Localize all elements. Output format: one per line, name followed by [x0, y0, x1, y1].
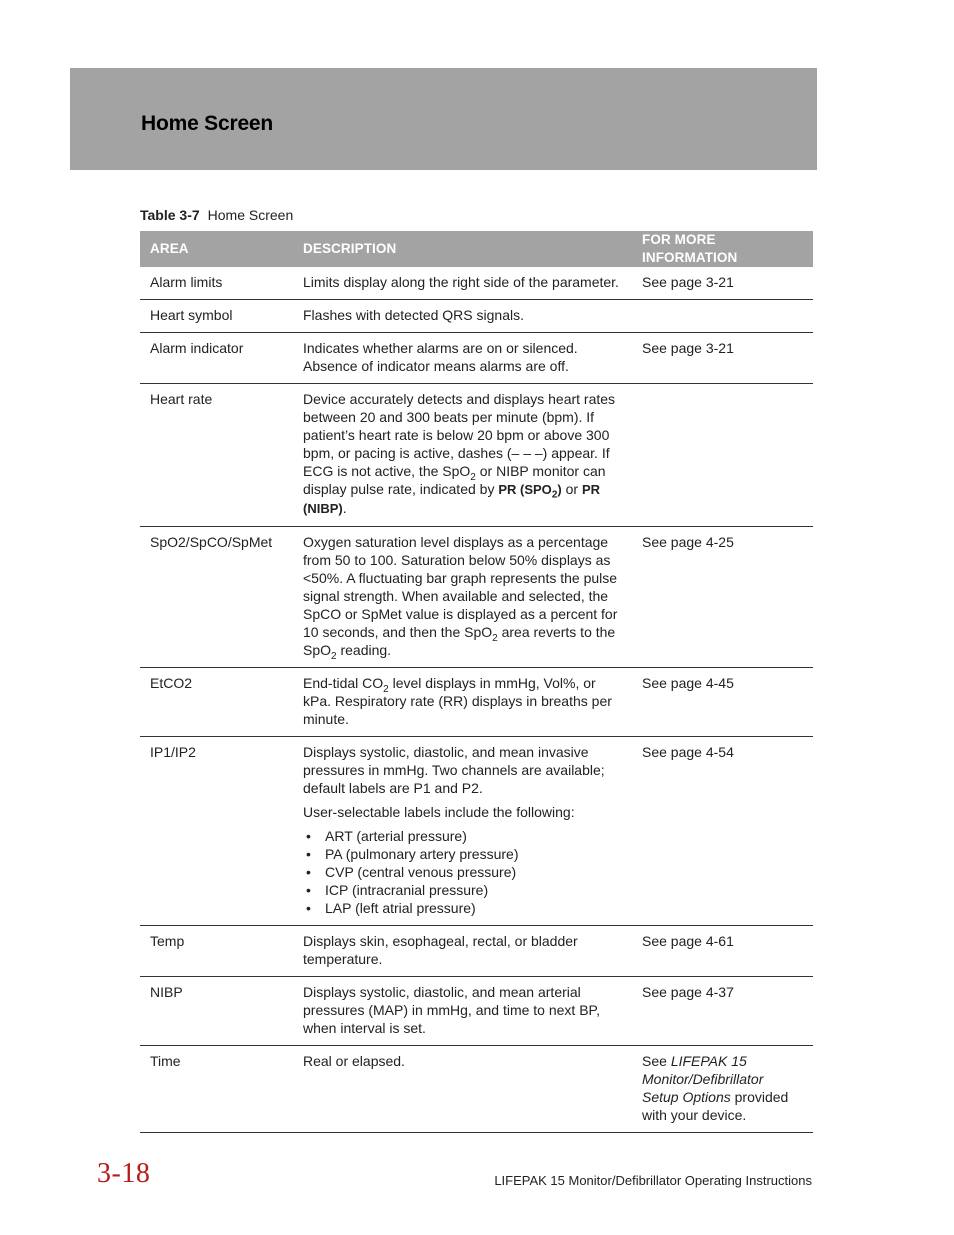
cell-area: EtCO2 — [140, 668, 293, 737]
cell-area: Alarm indicator — [140, 333, 293, 384]
section-header-band — [70, 68, 817, 170]
bold-text: PR (SPO — [498, 482, 552, 497]
table-row — [140, 300, 813, 333]
desc-text: Oxygen saturation level displays as a percentage from 50 to 100. Saturation below 50% displays as <50%. A fluctuating bar graph represents the pulse signal strength. When available and selected, the SpCO or SpMet value is displayed as a percent for 10 seconds, and then the SpO — [303, 534, 618, 640]
cell-info: See page 3-21 — [632, 267, 813, 300]
footer-doc-title: LIFEPAK 15 Monitor/Defibrillator Operating Instructions — [494, 1173, 812, 1188]
desc-paragraph: User-selectable labels include the following: — [303, 804, 575, 820]
cell-area: Time — [140, 1046, 293, 1133]
list-item: • ART (arterial pressure) — [303, 827, 622, 845]
list-item: • LAP (left atrial pressure) — [303, 899, 622, 917]
subscript: 2 — [383, 683, 389, 695]
cell-info: See page 3-21 — [632, 333, 813, 384]
cell-area: Alarm limits — [140, 267, 293, 300]
table-caption-title: Home Screen — [207, 207, 294, 223]
desc-text: level displays in mmHg, Vol%, or kPa. Respiratory rate (RR) displays in breaths per minute. — [303, 675, 612, 727]
cell-description: Indicates whether alarms are on or silenced. Absence of indicator means alarms are off. — [293, 333, 632, 384]
table-caption — [140, 207, 293, 223]
cell-area: Temp — [140, 926, 293, 977]
table-row — [140, 333, 813, 384]
cell-description — [293, 527, 632, 668]
pr-spo2-label — [498, 482, 562, 501]
section-title: Home Screen — [141, 112, 274, 135]
page-number: 3-18 — [97, 1158, 151, 1189]
bold-text: ) — [557, 482, 562, 497]
table-row — [140, 267, 813, 300]
home-screen-table — [140, 231, 813, 1133]
subscript: 2 — [470, 471, 476, 483]
table-caption-label: Table 3-7 — [140, 207, 200, 223]
table-row — [140, 384, 813, 527]
info-text: provided with your device. — [642, 1089, 789, 1123]
desc-paragraph: Displays systolic, diastolic, and mean invasive pressures in mmHg. Two channels are available; default labels are P1 and P2. — [303, 744, 605, 796]
desc-text: Device accurately detects and displays heart rates between 20 and 300 beats per minute (bpm). If patient’s heart rate is below 20 bpm or above 300 bpm, or pacing is active, dashes (– – –) appear. If ECG is not active, the SpO — [303, 391, 616, 479]
list-item: • ICP (intracranial pressure) — [303, 881, 622, 899]
header-area: AREA — [140, 231, 293, 267]
list-item: • PA (pulmonary artery pressure) — [303, 845, 622, 863]
cell-area: IP1/IP2 — [140, 737, 293, 926]
desc-text: End-tidal CO — [303, 675, 384, 691]
table-row — [140, 668, 813, 737]
cell-area: Heart symbol — [140, 300, 293, 333]
subscript: 2 — [331, 650, 337, 662]
cell-area: Heart rate — [140, 384, 293, 527]
header-more-info: FOR MORE INFORMATION — [632, 231, 813, 267]
cell-description — [293, 384, 632, 527]
cell-description: Flashes with detected QRS signals. — [293, 300, 632, 333]
table-row — [140, 977, 813, 1046]
cell-description: Displays skin, esophageal, rectal, or bladder temperature. — [293, 926, 632, 977]
list-item: • CVP (central venous pressure) — [303, 863, 622, 881]
subscript: 2 — [492, 632, 498, 644]
cell-info — [632, 384, 813, 527]
setup-options-reference: LIFEPAK 15 Monitor/Defibrillator Setup Options — [642, 1053, 764, 1105]
table-row — [140, 737, 813, 926]
table-row — [140, 1046, 813, 1133]
desc-text: reading. — [336, 642, 392, 658]
desc-text: area reverts to the SpO — [303, 624, 616, 658]
desc-text: . — [342, 500, 347, 516]
cell-info — [632, 1046, 813, 1133]
desc-text: or NIBP monitor can display pulse rate, indicated by — [303, 463, 606, 497]
header-description: DESCRIPTION — [293, 231, 632, 267]
label-list — [303, 827, 622, 917]
cell-info — [632, 300, 813, 333]
cell-description — [293, 737, 632, 926]
cell-info: See page 4-54 — [632, 737, 813, 926]
cell-description: Limits display along the right side of the parameter. — [293, 267, 632, 300]
cell-area: SpO2/SpCO/SpMet — [140, 527, 293, 668]
cell-info: See page 4-37 — [632, 977, 813, 1046]
cell-info: See page 4-25 — [632, 527, 813, 668]
desc-text: or — [561, 481, 582, 497]
subscript: 2 — [551, 489, 558, 501]
cell-description: Real or elapsed. — [293, 1046, 632, 1133]
cell-info: See page 4-45 — [632, 668, 813, 737]
table-row — [140, 527, 813, 668]
cell-area: NIBP — [140, 977, 293, 1046]
cell-description: Displays systolic, diastolic, and mean arterial pressures (MAP) in mmHg, and time to next BP, when interval is set. — [293, 977, 632, 1046]
cell-info: See page 4-61 — [632, 926, 813, 977]
info-text: See — [642, 1053, 671, 1069]
table-header-row — [140, 231, 813, 267]
cell-description — [293, 668, 632, 737]
table-row — [140, 926, 813, 977]
pr-nibp-label: PR (NIBP) — [303, 482, 601, 516]
